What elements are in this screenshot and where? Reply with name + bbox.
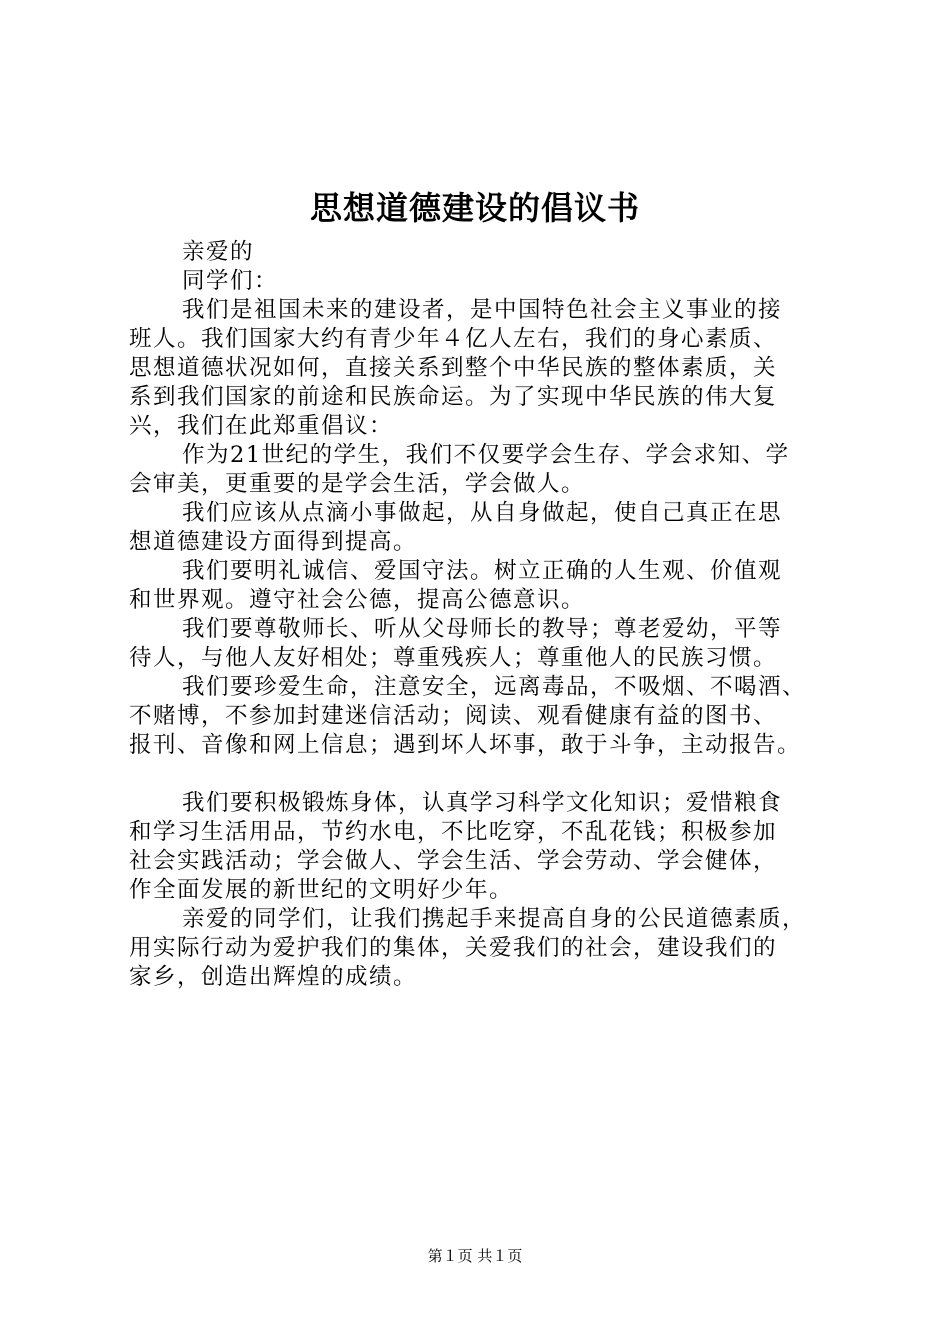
body-line: 兴，我们在此郑重倡议：: [129, 413, 394, 439]
body-line: 思想道德状况如何，直接关系到整个中华民族的整体素质，关: [129, 355, 778, 381]
blank-line: [129, 760, 849, 789]
body-line: 会审美，更重要的是学会生活，学会做人。: [129, 471, 586, 497]
body-line: 作全面发展的新世纪的文明好少年。: [129, 877, 514, 903]
body-line: 系到我们国家的前途和民族命运。为了实现中华民族的伟大复: [129, 384, 778, 410]
body-line: 和世界观。遵守社会公德，提高公德意识。: [129, 587, 586, 613]
body-line: 我们要明礼诚信、爱国守法。树立正确的人生观、价值观: [182, 558, 783, 584]
body-line: 我们是祖国未来的建设者，是中国特色社会主义事业的接: [182, 297, 783, 323]
page-footer: 第１页 共１页: [427, 1247, 523, 1265]
body-line: 报刊、音像和网上信息；遇到坏人坏事，敢于斗争，主动报告。: [129, 732, 802, 758]
body-line: 班人。我们国家大约有青少年４亿人左右，我们的身心素质、: [129, 326, 778, 352]
body-line: 我们应该从点滴小事做起，从自身做起，使自己真正在思: [182, 500, 783, 526]
body-line: 我们要珍爱生命，注意安全，远离毒品，不吸烟、不喝酒、: [182, 674, 807, 700]
body-line: 我们要积极锻炼身体，认真学习科学文化知识；爱惜粮食: [182, 790, 783, 816]
body-line: 想道德建设方面得到提高。: [129, 529, 418, 555]
body-line: 和学习生活用品，节约水电，不比吃穿，不乱花钱；积极参加: [129, 819, 778, 845]
body-line: 同学们：: [182, 268, 279, 294]
document-body: [129, 238, 849, 992]
body-line: 待人，与他人友好相处；尊重残疾人；尊重他人的民族习惯。: [129, 645, 778, 671]
body-line: 不赌博，不参加封建迷信活动；阅读、观看健康有益的图书、: [129, 703, 778, 729]
body-line: 用实际行动为爱护我们的集体，关爱我们的社会，建设我们的: [129, 935, 778, 961]
body-line: 我们要尊敬师长、听从父母师长的教导；尊老爱幼，平等: [182, 616, 783, 642]
body-line: 社会实践活动；学会做人、学会生活、学会劳动、学会健体，: [129, 848, 778, 874]
body-line: 亲爱的: [182, 239, 255, 265]
body-line: 家乡，创造出辉煌的成绩。: [129, 964, 418, 990]
body-line: 亲爱的同学们，让我们携起手来提高自身的公民道德素质，: [182, 906, 807, 932]
body-line: 作为21世纪的学生，我们不仅要学会生存、学会求知、学: [182, 442, 790, 468]
document-title: 思想道德建设的倡议书: [309, 189, 640, 227]
